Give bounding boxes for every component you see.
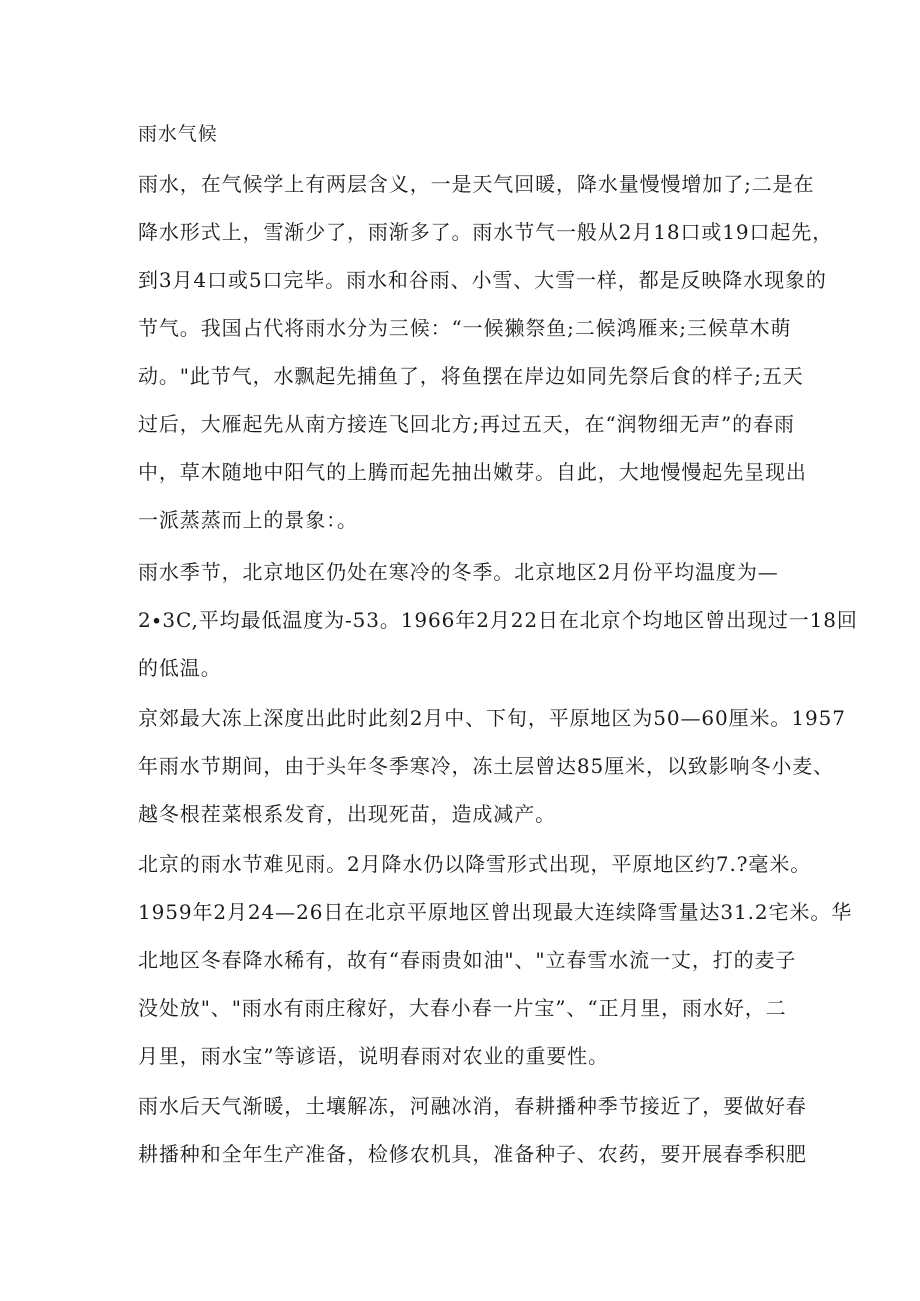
paragraph-1-line-5: 动。"此节气，水飘起先捕鱼了，将鱼摆在岸边如同先祭后食的样子;五天 [138,364,804,388]
document-title: 雨水气候 [138,123,218,145]
paragraph-1-line-4: 节气。我国占代将雨水分为三候：“一候獭祭鱼;二候鸿雁来;三候草木萌 [138,316,792,340]
paragraph-4-line-5: 月里，雨水宝”等谚语，说明春雨对农业的重要性。 [138,1044,609,1068]
paragraph-2-line-3: 的低温。 [138,656,222,680]
paragraph-5-line-2: 耕播种和全年生产准备，检修农机具，准备种子、农药，要开展春季积肥 [138,1142,807,1166]
paragraph-1-line-2: 降水形式上，雪渐少了，雨渐多了。雨水节气一般从2月18口或19口起先， [138,220,834,244]
paragraph-2-line-1: 雨水季节，北京地区仍处在寒冷的冬季。北京地区2月份平均温度为— [138,560,779,584]
paragraph-4-line-1: 北京的雨水节难见雨。2月降水仍以降雪形式出现，平原地区约7.?毫米。 [138,852,812,876]
paragraph-3-line-1: 京郊最大冻上深度出此时此刻2月中、下旬，平原地区为50—60厘米。1957 [138,706,846,730]
paragraph-1-line-7: 中，草木随地中阳气的上腾而起先抽出嫩芽。自此，大地慢慢起先呈现出 [138,460,807,484]
paragraph-4-line-4: 没处放"、"雨水有雨庄稼好，大春小春一片宝”、“正月里，雨水好，二 [138,996,787,1020]
paragraph-3-line-2: 年雨水节期间，由于头年冬季寒冷，冻土层曾达85厘米，以致影响冬小麦、 [138,754,835,778]
paragraph-1-line-1: 雨水，在气候学上有两层含义，一是天气回暖，降水量慢慢增加了;二是在 [138,172,815,196]
paragraph-1-line-8: 一派蒸蒸而上的景象：。 [138,508,358,532]
paragraph-4-line-3: 北地区冬春降水稀有，故有“春雨贵如油"、"立春雪水流一丈，打的麦子 [138,948,797,972]
paragraph-1-line-3: 到3月4口或5口完毕。雨水和谷雨、小雪、大雪一样，都是反映降水现象的 [138,268,827,292]
paragraph-1-line-6: 过后，大雁起先从南方接连飞回北方;再过五天，在“润物细无声”的春雨 [138,412,795,436]
paragraph-2-line-2: 2∙3C,平均最低温度为-53。1966年2月22日在北京个均地区曾出现过一18回 [138,608,858,632]
paragraph-4-line-2: 1959年2月24—26日在北京平原地区曾出现最大连续降雪量达31.2宅米。华 [138,900,853,924]
paragraph-5-line-1: 雨水后天气渐暖，土壤解冻，河融冰消，春耕播种季节接近了，要做好春 [138,1094,807,1118]
paragraph-3-line-3: 越冬根茬菜根系发育，出现死苗，造成减产。 [138,802,556,826]
